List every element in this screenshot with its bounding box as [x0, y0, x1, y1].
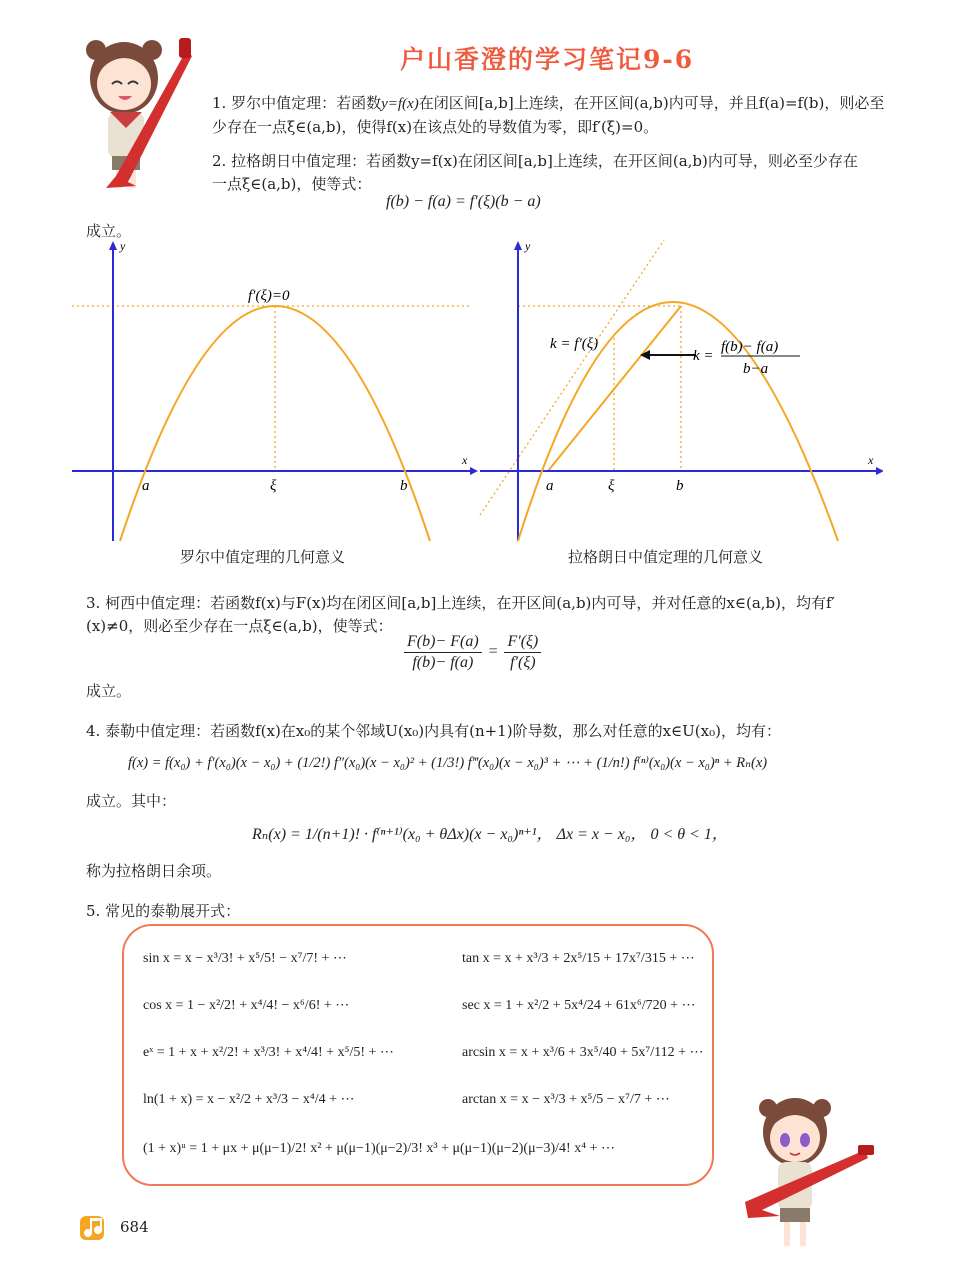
taylor-theorem-text: 4. 泰勒中值定理：若函数f(x)在x₀的某个邻域U(x₀)内具有(n+1)阶导数，那么对任意的x∈U(x₀)，均有： — [86, 722, 781, 740]
rolle-y-label: y — [120, 239, 126, 253]
lagrange-x-label: x — [868, 453, 874, 467]
taylor-remainder: Rₙ(x) = 1/(n+1)! · f⁽ⁿ⁺¹⁾(x₀ + θΔx)(x − x₀)ⁿ⁺¹， Δx = x − x₀， 0 < θ < 1， — [252, 826, 728, 843]
rolle-derivative-label: f′(ξ)=0 — [248, 288, 290, 304]
cauchy-den-left: f(b)− f(a) — [412, 654, 474, 671]
cauchy-formula — [402, 632, 543, 673]
lagrange-k-numerator: f(b)− f(a) — [721, 339, 779, 355]
lagrange-tail: 成立。 — [86, 222, 132, 240]
cauchy-tail: 成立。 — [86, 682, 132, 700]
mascot-illustration-top — [76, 16, 196, 196]
music-note-icon — [78, 1214, 106, 1242]
rolle-function: y=f(x) — [381, 96, 419, 112]
rolle-b-label: b — [400, 478, 408, 494]
taylor-remainder-name: 称为拉格朗日余项。 — [86, 862, 222, 880]
lagrange-caption: 拉格朗日中值定理的几何意义 — [568, 548, 764, 566]
rolle-y-arrow — [109, 241, 117, 250]
lagrange-k-denominator: b−a — [743, 361, 769, 377]
lagrange-theorem-text: 2. 拉格朗日中值定理：若函数y=f(x)在闭区间[a,b]上连续，在开区间(a,b)内可导，则必至少存在一点ξ∈(a,b)，使等式： — [212, 152, 858, 193]
rolle-x-label: x — [462, 453, 468, 467]
rolle-theorem-text — [212, 92, 892, 139]
taylor-formula: f(x) = f(x₀) + f′(x₀)(x − x₀) + (1/2!) f″(x₀)(x − x₀)² + (1/3!) f‴(x₀)(x − x₀)³ + ⋯ + (1/n!) f⁽ⁿ⁾(x₀)(x − x₀)ⁿ + Rₙ(x) — [128, 755, 768, 771]
lagrange-x-arrow — [876, 467, 883, 475]
rolle-xi-label: ξ — [270, 478, 277, 494]
cos-expansion: cos x = 1 − x²/2! + x⁴/4! − x⁶/6! + ⋯ — [143, 998, 350, 1013]
lagrange-tangent-line — [480, 240, 664, 515]
lagrange-k-secant-label: k = — [693, 348, 714, 364]
expansions-heading: 5. 常见的泰勒展开式： — [86, 902, 241, 920]
lagrange-a-label: a — [546, 478, 554, 494]
cauchy-den-right: f′(ξ) — [510, 654, 536, 671]
lagrange-b-label: b — [676, 478, 684, 494]
cauchy-equals: = — [487, 643, 499, 661]
rolle-a-label: a — [142, 478, 150, 494]
lagrange-y-label: y — [525, 239, 531, 253]
mascot-illustration-bottom — [740, 1090, 880, 1265]
rolle-body: 在闭区间[a,b]上连续，在开区间(a,b)内可导，并且f(a)=f(b)，则必至少存在一点ξ∈(a,b)，使得f(x)在该点处的导数值为零，即f′(ξ)=0。 — [212, 94, 885, 136]
ln-expansion: ln(1 + x) = x − x²/2 + x³/3 − x⁴/4 + ⋯ — [143, 1092, 355, 1107]
binomial-expansion: (1 + x)ᵘ = 1 + μx + μ(μ−1)/2! x² + μ(μ−1)(μ−2)/3! x³ + μ(μ−1)(μ−2)(μ−3)/4! x⁴ + ⋯ — [143, 1141, 615, 1156]
lagrange-graph — [478, 238, 883, 543]
rolle-caption: 罗尔中值定理的几何意义 — [180, 548, 346, 566]
taylor-tail: 成立。其中： — [86, 792, 177, 810]
exp-expansion: eˣ = 1 + x + x²/2! + x³/3! + x⁴/4! + x⁵/5! + ⋯ — [143, 1045, 394, 1060]
sec-expansion: sec x = 1 + x²/2 + 5x⁴/24 + 61x⁶/720 + ⋯ — [462, 998, 696, 1013]
cauchy-num-right: F′(ξ) — [504, 632, 541, 653]
arcsin-expansion: arcsin x = x + x³/6 + 3x⁵/40 + 5x⁷/112 + ⋯ — [462, 1045, 704, 1060]
cauchy-num-left: F(b)− F(a) — [404, 632, 482, 653]
page-title: 户山香澄的学习笔记9-6 — [400, 45, 695, 74]
lagrange-y-arrow — [514, 241, 522, 250]
rolle-lead: 1. 罗尔中值定理：若函数 — [212, 94, 382, 112]
sin-expansion: sin x = x − x³/3! + x⁵/5! − x⁷/7! + ⋯ — [143, 951, 347, 966]
lagrange-secant-line — [548, 306, 681, 471]
arctan-expansion: arctan x = x − x³/3 + x⁵/5 − x⁷/7 + ⋯ — [462, 1092, 670, 1107]
rolle-graph — [70, 238, 480, 543]
tan-expansion: tan x = x + x³/3 + 2x⁵/15 + 17x⁷/315 + ⋯ — [462, 951, 695, 966]
lagrange-formula: f(b) − f(a) = f′(ξ)(b − a) — [386, 193, 541, 210]
cauchy-theorem-text: 3. 柯西中值定理：若函数f(x)与F(x)均在闭区间[a,b]上连续，在开区间(a,b)内可导，并对任意的x∈(a,b)，均有f′(x)≠0，则必至少存在一点ξ∈(a,b)，使等式： — [86, 594, 835, 635]
lagrange-k-tangent-label: k = f′(ξ) — [550, 336, 599, 352]
rolle-x-arrow — [470, 467, 478, 475]
page-number: 684 — [120, 1218, 149, 1236]
lagrange-xi-label: ξ — [608, 478, 615, 494]
